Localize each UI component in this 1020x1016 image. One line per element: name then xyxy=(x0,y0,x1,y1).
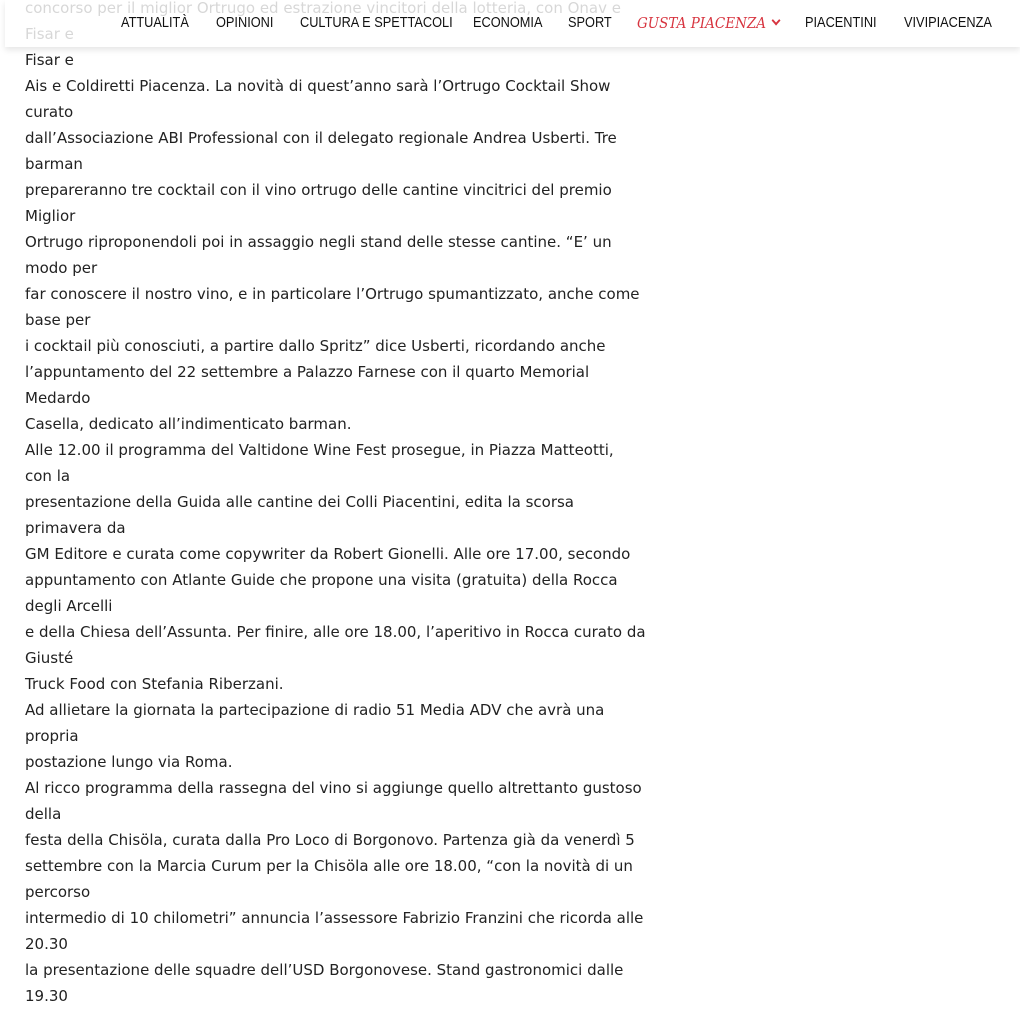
article-line: modo per xyxy=(25,259,98,277)
article-line: Alle 12.00 il programma del Valtidone Wine Fest prosegue, in Piazza Matteotti, xyxy=(25,441,614,459)
article-line: prepareranno tre cocktail con il vino ortrugo delle cantine vincitrici del premio xyxy=(25,181,612,199)
nav-item-piacentini[interactable] xyxy=(805,0,877,47)
article-line: base per xyxy=(25,311,91,329)
nav-item-cultura-e-spettacoli[interactable] xyxy=(300,0,453,47)
article-line: l’appuntamento del 22 settembre a Palazzo Farnese con il quarto Memorial xyxy=(25,363,590,381)
nav-item-label: GUSTA PIACENZA xyxy=(637,14,767,32)
article-line: Casella, dedicato all’indimenticato barman. xyxy=(25,415,352,433)
article-line: curato xyxy=(25,103,74,121)
article-line: la presentazione delle squadre dell’USD Borgonovese. Stand gastronomici dalle xyxy=(25,961,624,979)
nav-item-label: ATTUALITÀ xyxy=(121,15,189,31)
article-line: della xyxy=(25,805,62,823)
article-line: i cocktail più conosciuti, a partire dallo Spritz” dice Usberti, ricordando anche xyxy=(25,337,606,355)
article-line: Ortrugo riproponendoli poi in assaggio negli stand delle stesse cantine. “E’ un xyxy=(25,233,612,251)
article-body xyxy=(25,0,655,1009)
nav-item-sport[interactable] xyxy=(568,0,612,47)
nav-item-label: ECONOMIA xyxy=(473,15,543,31)
nav-item-economia[interactable] xyxy=(473,0,542,47)
article-line: e della Chiesa dell’Assunta. Per finire, alle ore 18.00, l’aperitivo in Rocca curato da xyxy=(25,623,646,641)
nav-item-label: OPINIONI xyxy=(216,15,274,31)
nav-item-opinioni[interactable] xyxy=(216,0,273,47)
article-line: Medardo xyxy=(25,389,91,407)
article-line: degli Arcelli xyxy=(25,597,113,615)
article-line: Ais e Coldiretti Piacenza. La novità di quest’anno sarà l’Ortrugo Cocktail Show xyxy=(25,77,611,95)
article-line: Al ricco programma della rassegna del vino si aggiunge quello altrettanto gustoso xyxy=(25,779,642,797)
article-line: intermedio di 10 chilometri” annuncia l’assessore Fabrizio Franzini che ricorda alle xyxy=(25,909,644,927)
article-line: postazione lungo via Roma. xyxy=(25,753,233,771)
main-navigation xyxy=(5,0,1020,47)
nav-item-gusta-piacenza[interactable] xyxy=(637,0,780,47)
article-line: settembre con la Marcia Curum per la Chisöla alle ore 18.00, “con la novità di un xyxy=(25,857,633,875)
article-line: Truck Food con Stefania Riberzani. xyxy=(25,675,284,693)
article-line: propria xyxy=(25,727,79,745)
nav-item-label: SPORT xyxy=(568,15,612,31)
article-line: GM Editore e curata come copywriter da Robert Gionelli. Alle ore 17.00, secondo xyxy=(25,545,631,563)
article-line: festa della Chisöla, curata dalla Pro Loco di Borgonovo. Partenza già da venerdì 5 xyxy=(25,831,635,849)
nav-item-attualita[interactable] xyxy=(121,0,189,47)
article-line: far conoscere il nostro vino, e in particolare l’Ortrugo spumantizzato, anche come xyxy=(25,285,640,303)
article-line: percorso xyxy=(25,883,91,901)
nav-item-label: CULTURA E SPETTACOLI xyxy=(300,15,453,31)
article-line: con la xyxy=(25,467,71,485)
article-line: Ad allietare la giornata la partecipazione di radio 51 Media ADV che avrà una xyxy=(25,701,605,719)
nav-item-label: PIACENTINI xyxy=(805,15,877,31)
article-line: presentazione della Guida alle cantine dei Colli Piacentini, edita la scorsa xyxy=(25,493,575,511)
article-line: Giusté xyxy=(25,649,74,667)
chevron-down-icon[interactable] xyxy=(772,16,781,26)
article-line: primavera da xyxy=(25,519,126,537)
nav-item-vivipiacenza[interactable] xyxy=(904,0,992,47)
nav-item-label: VIVIPIACENZA xyxy=(904,15,992,31)
article-line: barman xyxy=(25,155,83,173)
article-line: appuntamento con Atlante Guide che propone una visita (gratuita) della Rocca xyxy=(25,571,618,589)
article-line: Fisar e xyxy=(25,51,74,69)
article-line: 20.30 xyxy=(25,935,68,953)
article-line: 19.30 xyxy=(25,987,68,1005)
article-line: dall’Associazione ABI Professional con il delegato regionale Andrea Usberti. Tre xyxy=(25,129,617,147)
article-line: Miglior xyxy=(25,207,76,225)
